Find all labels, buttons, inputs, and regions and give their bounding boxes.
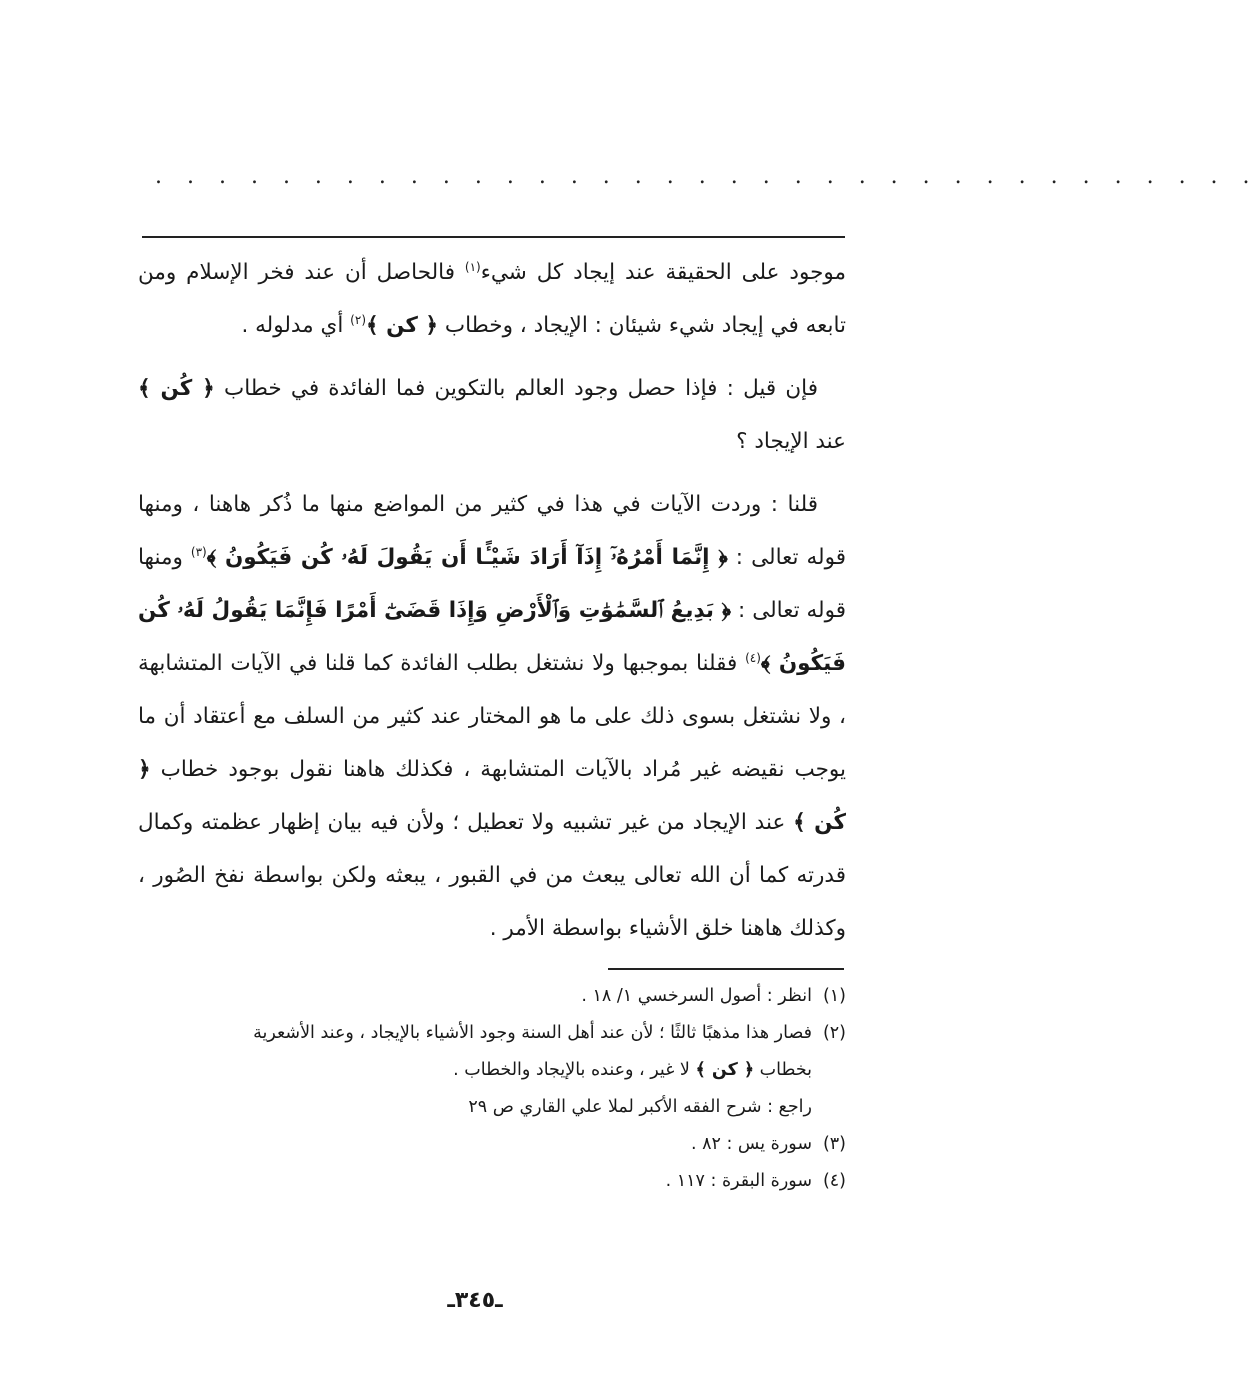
page-number: ـ٣٤٥ـ — [447, 1288, 503, 1313]
quran-quote: ﴿ كُن ﴾ — [138, 376, 215, 401]
footnote-1 — [138, 978, 846, 1015]
quran-quote: ﴿ كن ﴾ — [695, 1060, 755, 1080]
footnote-text: انظر : أصول السرخسي ١/ ١٨ . — [581, 986, 812, 1006]
footnote-number: (١) — [822, 986, 846, 1006]
p2-text-1: فإن قيل : فإذا حصل وجود العالم بالتكوين فما الفائدة في خطاب — [214, 376, 818, 401]
footnote-number: (٢) — [822, 1023, 846, 1043]
p1-text-2: فالحاصل أن عند فخر الإسلام ومن تابعه في إيجاد شيء شيئان : الإيجاد ، وخطاب — [138, 260, 846, 338]
footnote-number: (٣) — [822, 1134, 846, 1154]
footnote-ref-3[interactable]: (٣) — [190, 544, 207, 559]
footnote-cont-pre: بخطاب — [754, 1060, 812, 1080]
paragraph-2 — [138, 362, 846, 468]
header-dotted-line: . . . . . . . . . . . . . . . . . . . . . . . . . . . . . . . . . . . — [155, 164, 1259, 189]
footnote-ref-1[interactable]: (١) — [464, 259, 481, 274]
footnotes — [138, 978, 846, 1200]
paragraph-3 — [138, 478, 846, 955]
footnote-separator — [608, 968, 844, 970]
footnote-ref-2[interactable]: (٢) — [350, 312, 366, 327]
footnote-reference: راجع : شرح الفقه الأكبر لملا علي القاري ص ٢٩ — [468, 1097, 812, 1117]
p3-text-4: عند الإيجاد من غير تشبيه ولا تعطيل ؛ ولأن فيه بيان إظهار عظمته وكمال قدرته كما أن الله تعالى يبعث من في القبور ، يبعثه ولكن بواسطة نفخ الصُور ، وكذلك هاهنا خلق الأشياء بواسطة الأمر . — [138, 810, 846, 941]
footnote-ref-4[interactable]: (٤) — [745, 650, 761, 665]
quran-quote: ﴿ كُن ﴾ — [138, 757, 846, 835]
footnote-text: فصار هذا مذهبًا ثالثًا ؛ لأن عند أهل السنة وجود الأشياء بالإيجاد ، وعند الأشعرية — [253, 1023, 812, 1043]
p3-text-3: فقلنا بموجبها ولا نشتغل بطلب الفائدة كما قلنا في الآيات المتشابهة ، ولا نشتغل بسوى ذلك على ما هو المختار عند كثير من السلف مع أعتقاد أن ما يوجب نقيضه غير مُراد بالآيات المتشابهة ، فكذلك هاهنا نقول بوجود خطاب — [138, 651, 846, 782]
footnote-text: سورة يس : ٨٢ . — [690, 1134, 812, 1154]
p3-text-2: ومنها قوله تعالى : — [138, 545, 846, 623]
footnote-2 — [138, 1015, 846, 1126]
footnote-text: سورة البقرة : ١١٧ . — [665, 1171, 812, 1191]
p1-text-3: أي مدلوله . — [241, 313, 351, 338]
p2-text-2: عند الإيجاد ؟ — [736, 429, 846, 454]
footnote-3 — [138, 1126, 846, 1163]
footnote-number: (٤) — [822, 1171, 846, 1191]
quran-verse-2: ﴿ بَدِيعُ ٱلسَّمَٰوَٰتِ وَٱلْأَرْضِ وَإِذَا قَضَىٰٓ أَمْرًا فَإِنَّمَا يَقُولُ لَهُۥ كُن فَيَكُونُ ﴾ — [138, 598, 847, 676]
p3-text-1: قلنا : وردت الآيات في هذا في كثير من المواضع منها ما ذُكر هاهنا ، ومنها قوله تعالى : — [138, 492, 846, 570]
main-text — [138, 246, 846, 965]
footnote-cont-post: لا غير ، وعنده بالإيجاد والخطاب . — [453, 1060, 696, 1080]
quran-verse-1: ﴿ إِنَّمَا أَمْرُهُۥٓ إِذَآ أَرَادَ شَيْـًٔا أَن يَقُولَ لَهُۥ كُن فَيَكُونُ ﴾ — [206, 545, 728, 570]
header-rule — [142, 236, 845, 238]
footnote-4 — [138, 1163, 846, 1200]
paragraph-1 — [138, 246, 846, 352]
p1-text-1: موجود على الحقيقة عند إيجاد كل شيء — [480, 260, 847, 285]
quran-quote: ﴿ كن ﴾ — [366, 313, 439, 338]
footnote-continuation — [138, 1052, 846, 1089]
